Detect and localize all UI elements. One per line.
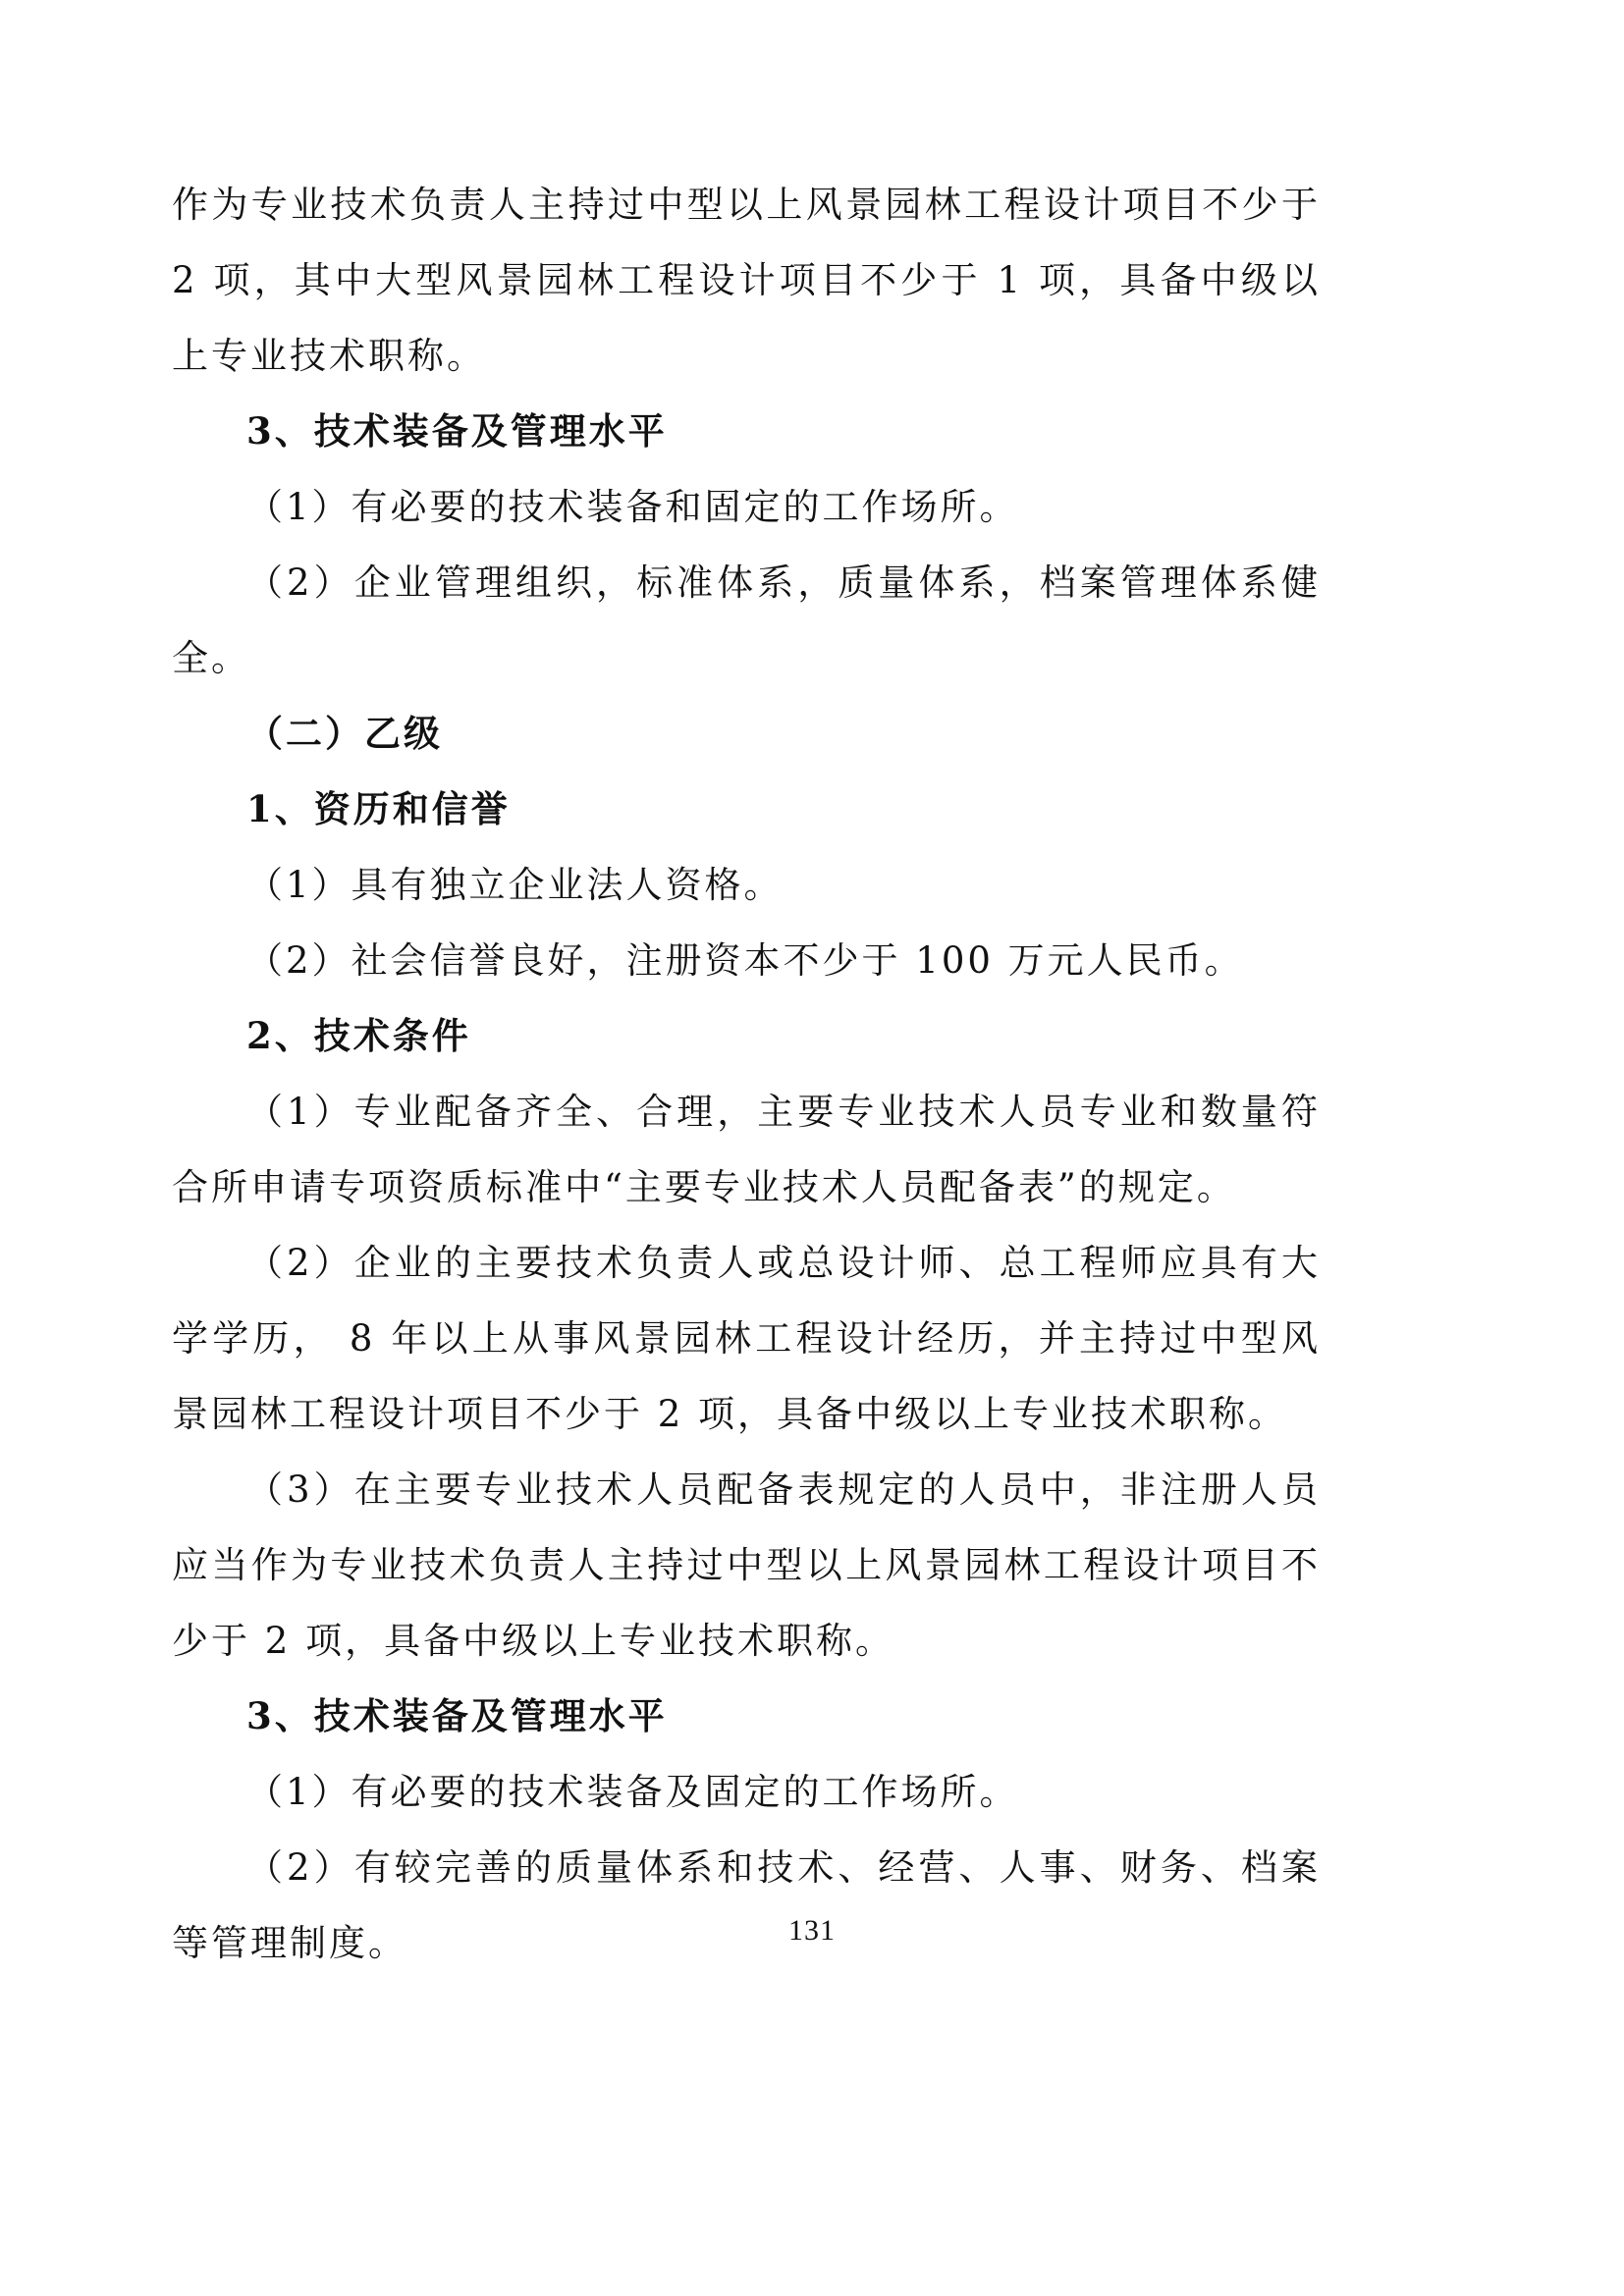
section-heading-qualification: 1、资历和信誉 <box>246 787 511 830</box>
list-item-management-systems: （2）企业管理组织，标准体系，质量体系，档案管理体系健全。 <box>172 561 1321 679</box>
section-heading-tech-equipment-b: 3、技术装备及管理水平 <box>246 1694 668 1737</box>
list-item-non-registered-staff: （3）在主要专业技术人员配备表规定的人员中，非注册人员应当作为专业技术负责人主持过中型以上风景园林工程设计项目不少于 2 项，具备中级以上专业技术职称。 <box>172 1468 1321 1662</box>
list-item-chief-engineer: （2）企业的主要技术负责人或总设计师、总工程师应具有大学学历， 8 年以上从事风景园林工程设计经历，并主持过中型风景园林工程设计项目不少于 2 项，具备中级以上专业技术职称。 <box>172 1242 1321 1435</box>
list-item-staffing: （1）专业配备齐全、合理，主要专业技术人员专业和数量符合所申请专项资质标准中“主要专业技术人员配备表”的规定。 <box>172 1091 1321 1208</box>
list-item-legal-entity: （1）具有独立企业法人资格。 <box>246 864 784 906</box>
list-item-equipment: （1）有必要的技术装备和固定的工作场所。 <box>246 486 1019 528</box>
list-item-registered-capital: （2）社会信誉良好，注册资本不少于 100 万元人民币。 <box>246 939 1244 982</box>
grade-heading-b: （二）乙级 <box>246 712 443 755</box>
list-item-quality-system: （2）有较完善的质量体系和技术、经营、人事、财务、档案等管理制度。 <box>172 1846 1321 1964</box>
page-number: 131 <box>788 1914 836 1947</box>
list-item-equipment-b: （1）有必要的技术装备及固定的工作场所。 <box>246 1771 1019 1813</box>
paragraph-continuation: 作为专业技术负责人主持过中型以上风景园林工程设计项目不少于 2 项，其中大型风景园林工程设计项目不少于 1 项，具备中级以上专业技术职称。 <box>172 184 1321 377</box>
document-body <box>172 167 1321 1981</box>
section-heading-tech-equipment: 3、技术装备及管理水平 <box>246 409 668 453</box>
section-heading-tech-conditions: 2、技术条件 <box>246 1014 471 1057</box>
